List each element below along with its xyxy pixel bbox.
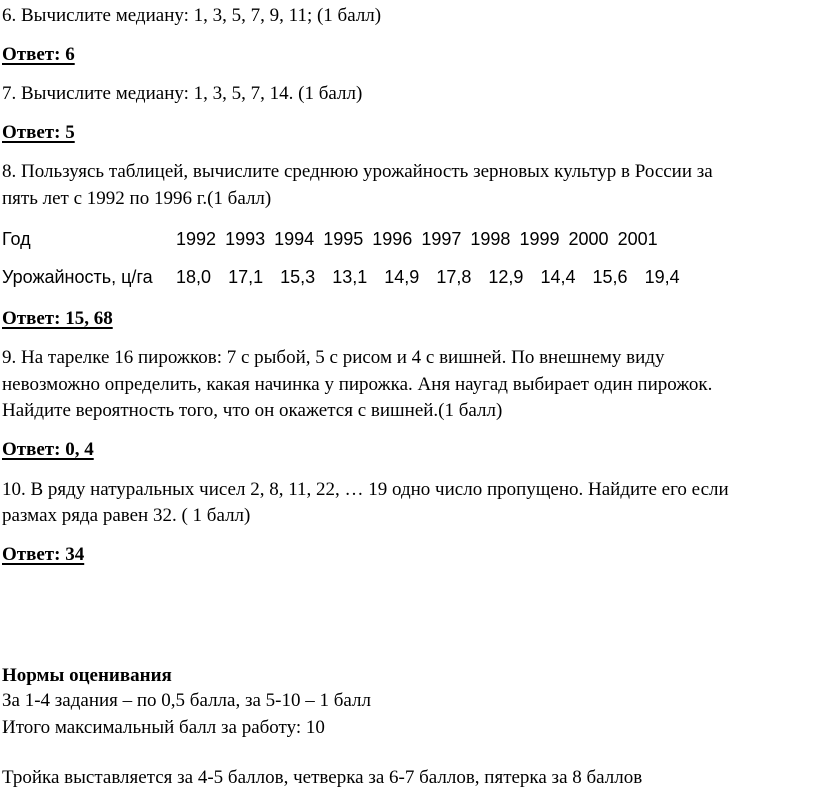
yield-label: Урожайность, ц/га	[2, 267, 153, 287]
year-cell: 2001	[617, 229, 658, 249]
year-cell: 1999	[519, 229, 560, 249]
yield-cell: 17,1	[228, 267, 264, 287]
yield-cell: 14,9	[384, 267, 420, 287]
yield-cell: 15,6	[592, 267, 628, 287]
year-cell: 2000	[568, 229, 609, 249]
year-cell: 1995	[323, 229, 364, 249]
yield-cell: 17,8	[436, 267, 472, 287]
question-10-answer: Ответ: 34	[2, 544, 85, 565]
yield-table-year-row	[2, 224, 762, 254]
yield-cell: 13,1	[332, 267, 368, 287]
question-10-text-line-1: 10. В ряду натуральных чисел 2, 8, 11, 22, … 19 одно число пропущено. Найдите его если	[2, 479, 729, 500]
year-cell: 1994	[274, 229, 315, 249]
question-8-text-line-2: пять лет с 1992 по 1996 г.(1 балл)	[2, 188, 272, 209]
grading-line-3: Тройка выставляется за 4-5 баллов, четверка за 6-7 баллов, пятерка за 8 баллов	[2, 767, 643, 788]
yield-values	[176, 262, 692, 292]
question-6-answer: Ответ: 6	[2, 44, 75, 65]
year-cell: 1996	[372, 229, 413, 249]
question-9-text-line-3: Найдите вероятность того, что он окажется с вишней.(1 балл)	[2, 400, 503, 421]
year-cell: 1998	[470, 229, 511, 249]
grading-title: Нормы оценивания	[2, 665, 172, 686]
question-8-answer: Ответ: 15, 68	[2, 308, 113, 329]
year-values	[176, 224, 662, 254]
yield-cell: 15,3	[280, 267, 316, 287]
yield-cell: 12,9	[488, 267, 524, 287]
question-7-text: 7. Вычислите медиану: 1, 3, 5, 7, 14. (1 балл)	[2, 83, 363, 104]
question-6-text: 6. Вычислите медиану: 1, 3, 5, 7, 9, 11; (1 балл)	[2, 5, 382, 26]
question-7-answer: Ответ: 5	[2, 122, 75, 143]
year-cell: 1993	[225, 229, 266, 249]
year-cell: 1992	[176, 229, 217, 249]
year-cell: 1997	[421, 229, 462, 249]
yield-table-value-row	[2, 262, 762, 292]
question-8-text-line-1: 8. Пользуясь таблицей, вычислите среднюю урожайность зерновых культур в России за	[2, 161, 713, 182]
question-10-text-line-2: размах ряда равен 32. ( 1 балл)	[2, 505, 251, 526]
question-9-text-line-1: 9. На тарелке 16 пирожков: 7 с рыбой, 5 с рисом и 4 с вишней. По внешнему виду	[2, 347, 665, 368]
question-9-answer: Ответ: 0, 4	[2, 439, 94, 460]
year-label: Год	[2, 229, 31, 249]
grading-line-1: За 1-4 задания – по 0,5 балла, за 5-10 – 1 балл	[2, 690, 371, 711]
question-9-text-line-2: невозможно определить, какая начинка у пирожка. Аня наугад выбирает один пирожок.	[2, 374, 713, 395]
yield-cell: 14,4	[540, 267, 576, 287]
yield-cell: 19,4	[644, 267, 680, 287]
grading-line-2: Итого максимальный балл за работу: 10	[2, 717, 325, 738]
yield-cell: 18,0	[176, 267, 212, 287]
